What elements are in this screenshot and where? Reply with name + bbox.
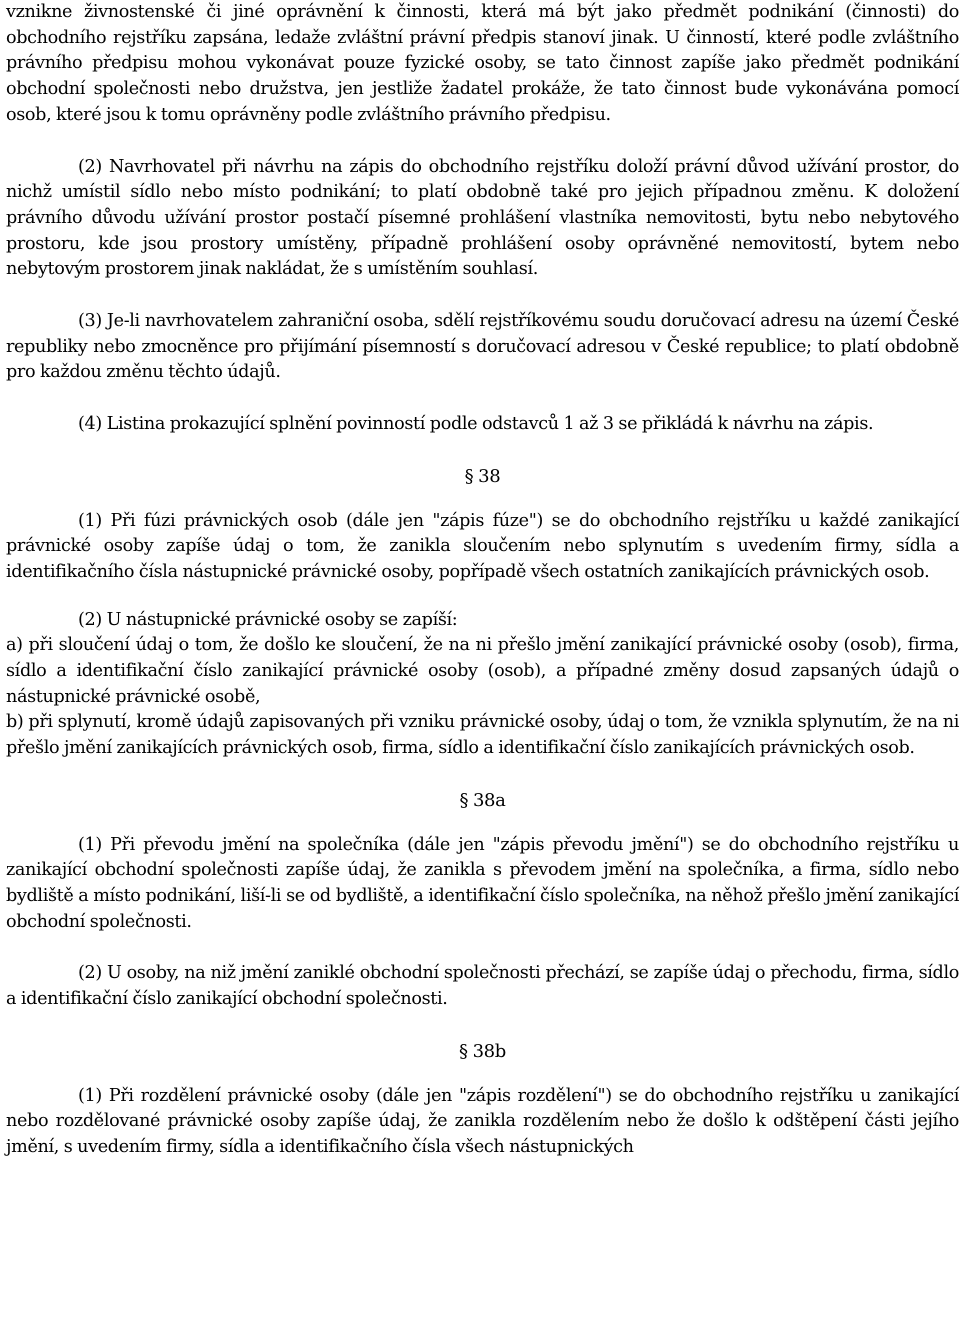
paragraph-37-2: (2) Navrhovatel při návrhu na zápis do obchodního rejstříku doloží právní důvod užívání prostor, do nichž umístil sídlo nebo místo podnikání; to platí obdobně také pro jejich případnou změnu. K doložení právního důvodu užívání prostor postačí písemné prohlášení vlastníka nemovitosti, bytu nebo nebytového prostoru, kde jsou prostory umístěny, případně prohlášení osoby oprávněné nemovitostí, bytem nebo nebytovým prostorem jinak nakládat, že s umístěním souhlasí. xyxy=(6,156,959,280)
paragraph-38-2-intro: (2) U nástupnické právnické osoby se zapíší: xyxy=(78,609,458,630)
paragraph-38b-1: (1) Při rozdělení právnické osoby (dále jen "zápis rozdělení") se do obchodního rejstříku u zanikající nebo rozdělované právnické osoby zapíše údaj, že zanikla rozdělením nebo že došlo k odštěpení části jejího jmění, s uvedením firmy, sídla a identifikačního čísla všech nástupnických xyxy=(6,1085,959,1157)
list-item-38-b: b) při splynutí, kromě údajů zapisovaných při vzniku právnické osoby, údaj o tom, že vznikla splynutím, že na ni přešlo jmění zanikajících právnických osob, firma, sídlo a identifikační číslo zanikajících právnických osob. xyxy=(6,712,959,759)
paragraph-37-4: (4) Listina prokazující splnění povinností podle odstavců 1 až 3 se přikládá k návrhu na zápis. xyxy=(78,414,874,435)
section-38a-heading: § 38a xyxy=(459,789,506,811)
paragraph-37-3: (3) Je-li navrhovatelem zahraniční osoba, sdělí rejstříkovému soudu doručovací adresu na území České republiky nebo zmocněnce pro přijímání písemností s doručovací adresou v České republice; to platí obdobně pro každou změnu těchto údajů. xyxy=(6,311,959,383)
paragraph-38a-1: (1) Při převodu jmění na společníka (dále jen "zápis převodu jmění") se do obchodního rejstříku u zanikající obchodní společnosti zapíše údaj, že zanikla s převodem jmění na společníka, a firma, sídlo nebo bydliště a místo podnikání, liší-li se od bydliště, a identifikační číslo společníka, na něhož přešlo jmění zanikající obchodní společnosti. xyxy=(6,834,959,932)
section-38-heading: § 38 xyxy=(464,465,501,487)
paragraph-38a-2: (2) U osoby, na niž jmění zaniklé obchodní společnosti přechází, se zapíše údaj o přechodu, firma, sídlo a identifikační číslo zanikající obchodní společnosti. xyxy=(6,963,959,1010)
list-item-38-a: a) při sloučení údaj o tom, že došlo ke sloučení, že na ni přešlo jmění zanikající právnické osoby (osob), firma, sídlo a identifikační číslo zanikající právnické osoby (osob), a případné změny dosud zapsaných údajů o nástupnické právnické osobě, xyxy=(6,635,959,707)
intro-paragraph: vznikne živnostenské či jiné oprávnění k činnosti, která má být jako předmět podnikání (činnosti) do obchodního rejstříku zapsána, ledaže zvláštní právní předpis stanoví jinak. U činností, které podle zvláštního právního předpisu mohou vykonávat pouze fyzické osoby, se tato činnost zapíše jako předmět podnikání obchodní společnosti nebo družstva, jen jestliže žadatel prokáže, že tato činnost bude vykonávána pomocí osob, které jsou k tomu oprávněny podle zvláštního právního předpisu. xyxy=(6,2,959,125)
section-38b-heading: § 38b xyxy=(459,1040,506,1062)
paragraph-38-1: (1) Při fúzi právnických osob (dále jen "zápis fúze") se do obchodního rejstříku u každé zanikající právnické osoby zapíše údaj o tom, že zanikla sloučením nebo splynutím s uvedením firmy, sídla a identifikačního čísla nástupnické právnické osoby, popřípadě všech ostatních zanikajících právnických osob. xyxy=(6,510,959,582)
document-page xyxy=(6,0,959,1161)
